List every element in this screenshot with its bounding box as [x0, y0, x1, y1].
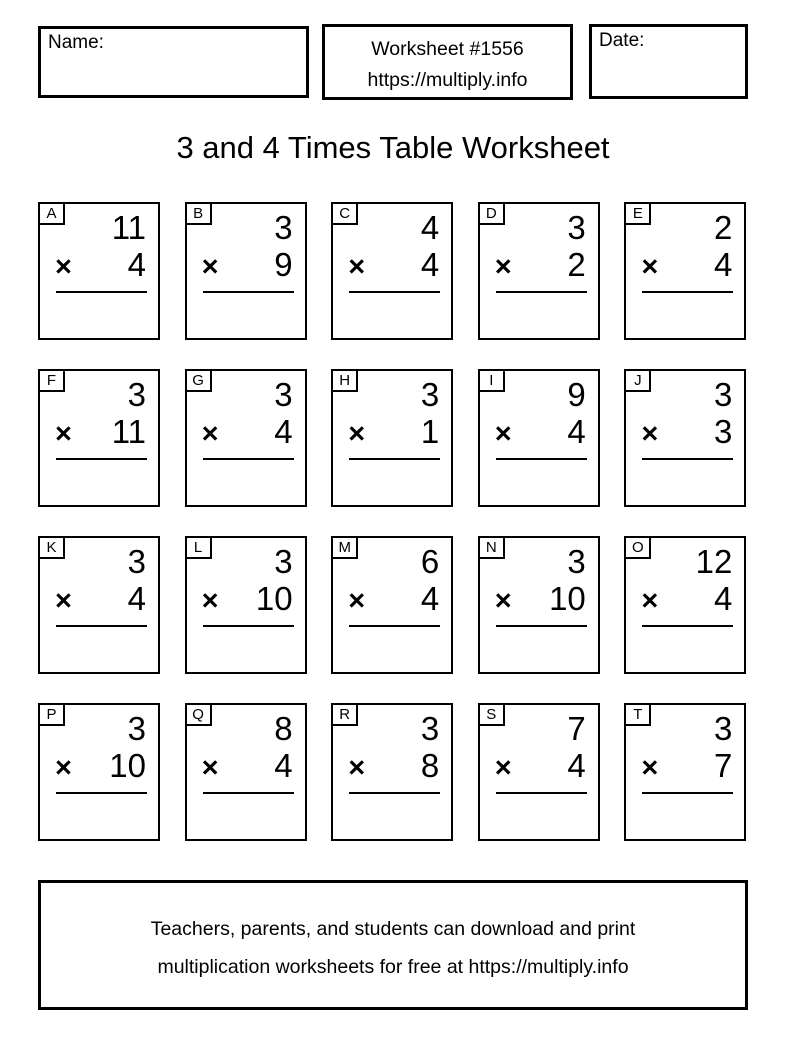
problem-cell: [478, 703, 600, 841]
problem-cell: [478, 536, 600, 674]
multiplier: 4: [127, 580, 146, 617]
multiplier: 4: [714, 580, 733, 617]
multiplier: 4: [274, 747, 293, 784]
problem-label: S: [486, 706, 497, 723]
problem-label: T: [633, 706, 643, 723]
answer-space[interactable]: [42, 292, 156, 336]
answer-space[interactable]: [335, 292, 449, 336]
answer-space[interactable]: [335, 459, 449, 503]
problem-cell: [185, 369, 307, 507]
multiplicand: 3: [567, 543, 586, 580]
worksheet-number: Worksheet #1556: [371, 38, 524, 60]
multiply-icon: ×: [55, 752, 72, 784]
multiplier-row: [333, 580, 451, 620]
problem-label: F: [46, 372, 57, 389]
multiplier-row: [187, 413, 305, 453]
problem-label-box: [333, 705, 358, 726]
problem-label-box: [40, 705, 65, 726]
problem-label: O: [632, 539, 644, 556]
answer-space[interactable]: [189, 793, 303, 837]
answer-space[interactable]: [335, 793, 449, 837]
problem-label-box: [187, 371, 212, 392]
multiply-icon: ×: [55, 418, 72, 450]
multiplicand: 3: [420, 376, 440, 413]
multiply-icon: ×: [641, 752, 659, 784]
multiplier: 4: [274, 413, 293, 450]
problem-label-box: [626, 538, 651, 559]
problem-label: R: [339, 706, 351, 723]
multiplier: 8: [420, 747, 440, 784]
problem-cell: [331, 536, 453, 674]
footer-line-1: Teachers, parents, and students can download and print: [150, 918, 636, 940]
multiplier: 4: [127, 246, 146, 283]
answer-space[interactable]: [189, 459, 303, 503]
problem-label-box: [480, 538, 505, 559]
multiplier-row: [333, 246, 451, 286]
multiply-icon: ×: [348, 418, 366, 450]
multiplicand: 11: [111, 209, 146, 246]
problem-label-box: [40, 371, 65, 392]
multiplicand: 3: [127, 543, 146, 580]
problem-label-box: [480, 204, 505, 225]
answer-space[interactable]: [42, 626, 156, 670]
multiply-icon: ×: [494, 251, 512, 283]
multiplier-row: [333, 747, 451, 787]
problem-label-box: [187, 538, 212, 559]
problem-label: L: [193, 539, 203, 556]
problem-cell: [38, 202, 160, 340]
problem-cell: [38, 369, 160, 507]
problem-cell: [478, 202, 600, 340]
problem-label: Q: [192, 706, 204, 723]
multiplier-row: [40, 246, 158, 286]
name-label: Name:: [48, 32, 104, 53]
multiply-icon: ×: [348, 585, 366, 617]
answer-space[interactable]: [42, 459, 156, 503]
problem-label-box: [333, 204, 358, 225]
multiply-icon: ×: [201, 418, 219, 450]
answer-space[interactable]: [189, 292, 303, 336]
footer-note-box: [38, 880, 748, 1010]
multiplier-row: [480, 413, 598, 453]
multiplicand: 3: [567, 209, 586, 246]
multiplicand: 9: [567, 376, 586, 413]
problem-label-box: [480, 705, 505, 726]
problem-label: D: [485, 205, 497, 222]
multiplicand: 3: [274, 543, 293, 580]
problem-label: E: [632, 205, 643, 222]
multiplier: 9: [274, 246, 293, 283]
multiplier: 2: [567, 246, 586, 283]
multiplier: 4: [420, 246, 440, 283]
multiplicand: 4: [420, 209, 440, 246]
multiplier-row: [626, 747, 744, 787]
multiplicand: 3: [127, 710, 146, 747]
multiply-icon: ×: [641, 418, 659, 450]
multiplier-row: [40, 747, 158, 787]
problem-label-box: [40, 538, 65, 559]
problem-label: I: [489, 372, 494, 389]
multiply-icon: ×: [201, 752, 219, 784]
multiplier: 4: [567, 413, 586, 450]
multiplier: 10: [109, 747, 146, 784]
multiplier: 11: [111, 413, 146, 450]
problem-label-box: [187, 705, 212, 726]
problem-cell: [185, 703, 307, 841]
problem-label-box: [626, 204, 651, 225]
answer-space[interactable]: [42, 793, 156, 837]
multiply-icon: ×: [348, 251, 366, 283]
multiplier-row: [480, 747, 598, 787]
multiplier-row: [187, 246, 305, 286]
problem-label: A: [46, 205, 57, 222]
date-label: Date:: [599, 30, 645, 51]
multiplier: 4: [714, 246, 733, 283]
multiply-icon: ×: [55, 585, 72, 617]
answer-space[interactable]: [628, 292, 742, 336]
multiplicand: 3: [274, 376, 293, 413]
problem-label: H: [339, 372, 351, 389]
problem-label: M: [338, 539, 351, 556]
answer-space[interactable]: [189, 626, 303, 670]
multiplicand: 3: [274, 209, 293, 246]
answer-space[interactable]: [628, 459, 742, 503]
problem-cell: [331, 202, 453, 340]
problem-cell: [624, 536, 746, 674]
multiplier-row: [187, 580, 305, 620]
multiplier-row: [187, 747, 305, 787]
answer-space[interactable]: [482, 793, 596, 837]
multiplier: 4: [420, 580, 440, 617]
multiplicand: 2: [714, 209, 733, 246]
multiplicand: 7: [567, 710, 586, 747]
multiplier-row: [480, 580, 598, 620]
problems-grid: [38, 202, 747, 841]
problem-label-box: [480, 371, 505, 392]
problem-label: C: [339, 205, 351, 222]
problem-label-box: [626, 705, 651, 726]
problem-cell: [624, 703, 746, 841]
problem-cell: [624, 369, 746, 507]
answer-space[interactable]: [482, 459, 596, 503]
problem-label: K: [46, 539, 57, 556]
problem-label-box: [333, 538, 358, 559]
problem-label: G: [192, 372, 204, 389]
answer-space[interactable]: [482, 292, 596, 336]
multiplier: 10: [255, 580, 293, 617]
multiply-icon: ×: [55, 251, 72, 283]
multiply-icon: ×: [348, 752, 366, 784]
answer-space[interactable]: [628, 793, 742, 837]
multiplicand: 8: [274, 710, 293, 747]
problem-label: J: [634, 372, 642, 389]
multiply-icon: ×: [201, 585, 219, 617]
problem-label-box: [187, 204, 212, 225]
multiply-icon: ×: [201, 251, 219, 283]
multiplicand: 6: [420, 543, 440, 580]
multiplicand: 3: [420, 710, 440, 747]
problem-cell: [185, 536, 307, 674]
multiplier-row: [333, 413, 451, 453]
multiplier: 3: [714, 413, 733, 450]
problem-label: P: [46, 706, 57, 723]
multiplicand: 3: [714, 376, 733, 413]
problem-cell: [478, 369, 600, 507]
multiplier: 10: [549, 580, 586, 617]
problem-cell: [185, 202, 307, 340]
multiplier: 7: [714, 747, 733, 784]
problem-cell: [331, 703, 453, 841]
worksheet-url: https://multiply.info: [367, 69, 528, 91]
footer-line-2: multiplication worksheets for free at https://multiply.info: [157, 956, 629, 978]
problem-label-box: [40, 204, 65, 225]
problem-label: N: [485, 539, 497, 556]
problem-cell: [624, 202, 746, 340]
multiply-icon: ×: [494, 752, 512, 784]
problem-label: B: [193, 205, 204, 222]
multiplier-row: [626, 246, 744, 286]
multiplier-row: [626, 413, 744, 453]
problem-cell: [331, 369, 453, 507]
multiply-icon: ×: [641, 251, 659, 283]
multiplier-row: [480, 246, 598, 286]
multiplicand: 3: [714, 710, 733, 747]
answer-space[interactable]: [482, 626, 596, 670]
multiplier-row: [626, 580, 744, 620]
multiplicand: 12: [695, 543, 733, 580]
date-field-box[interactable]: [589, 24, 748, 99]
multiply-icon: ×: [494, 418, 512, 450]
multiplier-row: [40, 580, 158, 620]
multiplier: 1: [420, 413, 440, 450]
multiply-icon: ×: [494, 585, 512, 617]
problem-label-box: [333, 371, 358, 392]
problem-cell: [38, 536, 160, 674]
multiplicand: 3: [127, 376, 146, 413]
multiplier-row: [40, 413, 158, 453]
problem-label-box: [626, 371, 651, 392]
worksheet-info-box: [322, 24, 573, 100]
answer-space[interactable]: [628, 626, 742, 670]
name-field-box[interactable]: [38, 26, 309, 98]
multiplier: 4: [567, 747, 586, 784]
multiply-icon: ×: [641, 585, 659, 617]
answer-space[interactable]: [335, 626, 449, 670]
problem-cell: [38, 703, 160, 841]
page-title: 3 and 4 Times Table Worksheet: [176, 130, 610, 165]
